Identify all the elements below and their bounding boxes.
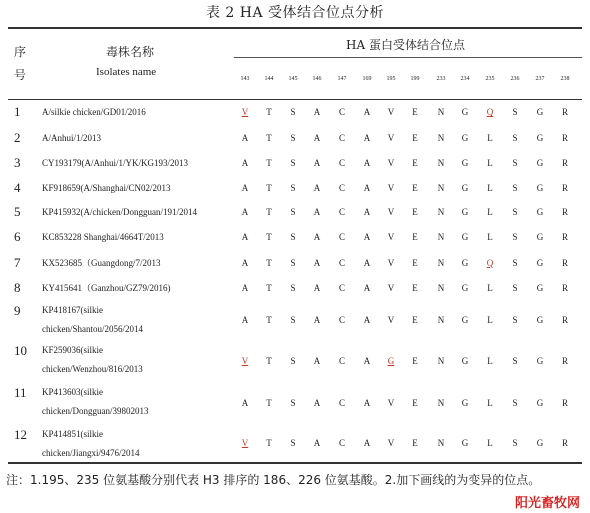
amino-acid-cell: A <box>241 207 249 217</box>
row-number: 2 <box>14 129 21 145</box>
amino-acid-cell: L <box>487 437 493 448</box>
row-number: 3 <box>14 154 21 170</box>
amino-acid-cell: T <box>266 315 272 325</box>
isolate-name-line: A/Anhui/1/2013 <box>42 132 102 143</box>
amino-acid-cell: L <box>487 232 493 242</box>
amino-acid-cell: C <box>338 132 345 143</box>
amino-acid-cell: R <box>561 107 568 117</box>
amino-acid-cell: G <box>536 398 544 408</box>
amino-acid-cell: T <box>266 356 272 366</box>
amino-acid-cell: A <box>313 257 321 268</box>
amino-acid-cell: S <box>290 157 296 168</box>
amino-acid-cell: S <box>512 157 518 168</box>
amino-acid-cell: C <box>338 107 345 117</box>
amino-acid-cell: A <box>363 315 371 325</box>
bottom-rule <box>8 462 582 464</box>
table-title: 表 2 HA 受体结合位点分析 <box>205 5 385 21</box>
position-label: 144 <box>264 76 274 82</box>
amino-acid-cell: S <box>290 232 296 242</box>
position-label: 147 <box>337 76 347 82</box>
amino-acid-cell: G <box>461 257 469 268</box>
isolate-name-line: KY415641（Ganzhou/GZ79/2016) <box>42 282 171 293</box>
isolate-name-line: CY193179(A/Anhui/1/YK/KG193/2013 <box>42 157 188 168</box>
table-footnote: 注：1.195、235 位氨基酸分别代表 H3 排序的 186、226 位氨基酸。2.加下画线的为变异的位点。 <box>6 473 541 487</box>
amino-acid-cell: S <box>512 257 518 268</box>
isolate-name <box>42 154 188 173</box>
amino-acid-cell: E <box>412 257 418 268</box>
isolate-name <box>42 279 170 298</box>
amino-acid-cell: S <box>512 107 518 117</box>
amino-acid-cell: G <box>536 157 544 168</box>
amino-acid-cell: S <box>290 132 296 143</box>
amino-acid-cell: T <box>266 282 272 293</box>
position-label: 234 <box>460 76 470 82</box>
amino-acid-cell: L <box>487 132 493 143</box>
amino-acid-cell: V <box>387 207 395 217</box>
position-label: 237 <box>535 76 545 82</box>
amino-acid-cell: S <box>290 257 296 268</box>
amino-acid-cell: G <box>536 207 544 217</box>
amino-acid-cell: G <box>536 232 544 242</box>
position-label: 169 <box>362 76 372 82</box>
amino-acid-cell: R <box>561 356 568 366</box>
table-row <box>0 201 590 225</box>
row-number: 12 <box>14 427 27 442</box>
isolate-name <box>42 383 148 421</box>
top-rule <box>8 27 582 29</box>
amino-acid-cell: A <box>241 398 249 408</box>
amino-acid-cell: E <box>412 232 418 242</box>
table-row <box>0 225 590 251</box>
isolate-name <box>42 254 161 273</box>
row-number: 9 <box>14 303 21 318</box>
amino-acid-cell: G <box>461 315 469 325</box>
amino-acid-cell: A <box>313 207 321 217</box>
table-row <box>0 341 590 383</box>
amino-acid-cell: S <box>512 182 518 193</box>
amino-acid-cell: A <box>313 315 321 325</box>
isolate-name <box>42 228 164 247</box>
amino-acid-cell: S <box>512 207 518 217</box>
amino-acid-cell: S <box>512 232 518 242</box>
isolate-name <box>42 341 143 379</box>
amino-acid-cell: S <box>290 315 296 325</box>
amino-acid-cell: T <box>266 398 272 408</box>
isolate-name-line: chicken/Shantou/2056/2014 <box>42 324 143 334</box>
table-row <box>0 126 590 151</box>
amino-acid-cell: A <box>363 157 371 168</box>
isolate-name <box>42 203 197 222</box>
isolate-name-line: KP413603(silkie <box>42 387 104 397</box>
amino-acid-cell: V <box>241 437 249 448</box>
amino-acid-cell: V <box>387 437 395 448</box>
table-row <box>0 276 590 301</box>
amino-acid-cell: L <box>487 182 493 193</box>
isolate-name-line: KP415932(A/chicken/Dongguan/191/2014 <box>42 207 197 217</box>
amino-acid-cell: A <box>363 437 371 448</box>
amino-acid-cell: S <box>290 398 296 408</box>
amino-acid-cell: A <box>313 107 321 117</box>
amino-acid-cell: E <box>412 437 418 448</box>
amino-acid-cell: E <box>412 132 418 143</box>
amino-acid-cell: E <box>412 356 418 366</box>
amino-acid-cell: G <box>461 232 469 242</box>
amino-acid-cell: G <box>536 257 544 268</box>
amino-acid-cell: S <box>290 107 296 117</box>
amino-acid-cell: L <box>487 356 493 366</box>
amino-acid-cell: A <box>241 257 249 268</box>
amino-acid-cell: S <box>512 437 518 448</box>
row-number: 11 <box>14 385 27 400</box>
table-row <box>0 176 590 201</box>
amino-acid-cell: E <box>412 207 418 217</box>
amino-acid-cell: N <box>437 398 445 408</box>
amino-acid-cell: T <box>266 182 272 193</box>
position-label: 233 <box>436 76 446 82</box>
amino-acid-cell: C <box>338 356 345 366</box>
amino-acid-cell: G <box>536 182 544 193</box>
amino-acid-cell: R <box>561 157 568 168</box>
amino-acid-cell: L <box>487 207 493 217</box>
amino-acid-cell: V <box>241 107 249 117</box>
amino-acid-cell: R <box>561 315 568 325</box>
position-label: 236 <box>510 76 520 82</box>
position-label: 145 <box>288 76 298 82</box>
amino-acid-cell: E <box>412 107 418 117</box>
position-label: 195 <box>386 76 396 82</box>
amino-acid-cell: V <box>241 356 249 366</box>
amino-acid-cell: V <box>387 282 395 293</box>
isolate-name <box>42 425 139 463</box>
amino-acid-cell: S <box>512 356 518 366</box>
amino-acid-cell: S <box>512 282 518 293</box>
amino-acid-cell: G <box>461 398 469 408</box>
amino-acid-cell: C <box>338 207 345 217</box>
amino-acid-cell: V <box>387 257 395 268</box>
amino-acid-cell: G <box>387 356 395 366</box>
amino-acid-cell: C <box>338 182 345 193</box>
amino-acid-cell: A <box>363 182 371 193</box>
amino-acid-cell: S <box>290 437 296 448</box>
amino-acid-cell: R <box>561 132 568 143</box>
amino-acid-cell: C <box>338 282 345 293</box>
row-number: 6 <box>14 229 21 244</box>
amino-acid-cell: A <box>241 157 249 168</box>
amino-acid-cell: A <box>363 257 371 268</box>
amino-acid-cell: G <box>536 132 544 143</box>
amino-acid-cell: C <box>338 157 345 168</box>
amino-acid-cell: L <box>487 398 493 408</box>
table-row <box>0 425 590 462</box>
amino-acid-cell: G <box>536 107 544 117</box>
amino-acid-cell: A <box>313 157 321 168</box>
amino-acid-cell: S <box>512 315 518 325</box>
amino-acid-cell: G <box>461 107 469 117</box>
amino-acid-cell: C <box>338 398 345 408</box>
amino-acid-cell: E <box>412 398 418 408</box>
amino-acid-cell: A <box>363 207 371 217</box>
amino-acid-cell: A <box>313 356 321 366</box>
amino-acid-cell: N <box>437 207 445 217</box>
amino-acid-cell: G <box>461 132 469 143</box>
amino-acid-cell: N <box>437 315 445 325</box>
table-row <box>0 151 590 176</box>
amino-acid-cell: A <box>241 182 249 193</box>
amino-acid-cell: A <box>363 282 371 293</box>
amino-acid-cell: V <box>387 398 395 408</box>
amino-acid-cell: G <box>536 315 544 325</box>
amino-acid-cell: N <box>437 107 445 117</box>
amino-acid-cell: V <box>387 132 395 143</box>
isolate-name-line: KF918659(A/Shanghai/CN02/2013 <box>42 182 171 193</box>
amino-acid-cell: G <box>461 356 469 366</box>
position-label: 235 <box>485 76 495 82</box>
amino-acid-cell: N <box>437 437 445 448</box>
amino-acid-cell: A <box>363 132 371 143</box>
amino-acid-cell: N <box>437 257 445 268</box>
header-strain-en: Isolates name <box>96 66 157 78</box>
amino-acid-cell: A <box>313 437 321 448</box>
watermark: 阳光畜牧网 <box>513 492 582 511</box>
row-number: 8 <box>14 279 21 295</box>
table-row <box>0 251 590 276</box>
amino-acid-cell: T <box>266 157 272 168</box>
header-seq: 序 <box>14 45 27 59</box>
amino-acid-cell: G <box>536 282 544 293</box>
amino-acid-cell: S <box>512 398 518 408</box>
amino-acid-cell: Q <box>486 107 494 117</box>
amino-acid-cell: E <box>412 282 418 293</box>
isolate-name-line: chicken/Wenzhou/816/2013 <box>42 364 143 374</box>
amino-acid-cell: S <box>290 356 296 366</box>
amino-acid-cell: A <box>363 232 371 242</box>
table-row <box>0 383 590 425</box>
amino-acid-cell: E <box>412 182 418 193</box>
amino-acid-cell: R <box>561 182 568 193</box>
isolate-name-line: KP414851(silkie <box>42 429 104 439</box>
row-number: 4 <box>14 179 21 195</box>
amino-acid-cell: G <box>536 437 544 448</box>
amino-acid-cell: C <box>338 437 345 448</box>
isolate-name <box>42 103 146 122</box>
isolate-name-line: KC853228 Shanghai/4664T/2013 <box>42 232 164 242</box>
row-number: 1 <box>14 104 21 119</box>
amino-acid-cell: N <box>437 132 445 143</box>
amino-acid-cell: N <box>437 282 445 293</box>
amino-acid-cell: G <box>461 157 469 168</box>
amino-acid-cell: E <box>412 315 418 325</box>
amino-acid-cell: N <box>437 182 445 193</box>
row-number: 10 <box>14 343 27 358</box>
position-label: 199 <box>410 76 420 82</box>
amino-acid-cell: A <box>241 315 249 325</box>
table-row <box>0 100 590 126</box>
amino-acid-cell: C <box>338 257 345 268</box>
amino-acid-cell: Q <box>486 257 494 268</box>
isolate-name-line: chicken/Jiangxi/9476/2014 <box>42 448 140 458</box>
amino-acid-cell: E <box>412 157 418 168</box>
amino-acid-cell: A <box>363 356 371 366</box>
amino-acid-cell: A <box>363 398 371 408</box>
position-label: 146 <box>312 76 322 82</box>
isolate-name-line: A/silkie chicken/GD01/2016 <box>42 107 146 117</box>
amino-acid-cell: T <box>266 437 272 448</box>
amino-acid-cell: A <box>241 132 249 143</box>
amino-acid-cell: G <box>461 282 469 293</box>
amino-acid-cell: A <box>313 398 321 408</box>
amino-acid-cell: R <box>561 437 568 448</box>
amino-acid-cell: A <box>241 232 249 242</box>
amino-acid-cell: R <box>561 398 568 408</box>
amino-acid-cell: G <box>461 182 469 193</box>
position-label: 143 <box>240 76 250 82</box>
sites-subrule <box>234 57 582 58</box>
isolate-name <box>42 179 171 198</box>
amino-acid-cell: N <box>437 356 445 366</box>
amino-acid-cell: L <box>487 282 493 293</box>
amino-acid-cell: S <box>290 207 296 217</box>
amino-acid-cell: A <box>313 282 321 293</box>
amino-acid-cell: T <box>266 257 272 268</box>
amino-acid-cell: R <box>561 282 568 293</box>
amino-acid-cell: G <box>536 356 544 366</box>
isolate-name-line: KX523685（Guangdong/7/2013 <box>42 257 161 268</box>
amino-acid-cell: G <box>461 437 469 448</box>
isolate-name <box>42 301 143 339</box>
header-num: 号 <box>14 68 27 82</box>
amino-acid-cell: V <box>387 157 395 168</box>
amino-acid-cell: A <box>313 232 321 242</box>
amino-acid-cell: C <box>338 315 345 325</box>
amino-acid-cell: T <box>266 132 272 143</box>
amino-acid-cell: S <box>290 182 296 193</box>
amino-acid-cell: L <box>487 157 493 168</box>
amino-acid-cell: V <box>387 107 395 117</box>
amino-acid-cell: V <box>387 315 395 325</box>
amino-acid-cell: A <box>241 282 249 293</box>
amino-acid-cell: L <box>487 315 493 325</box>
amino-acid-cell: V <box>387 182 395 193</box>
amino-acid-cell: R <box>561 207 568 217</box>
amino-acid-cell: A <box>313 132 321 143</box>
amino-acid-cell: S <box>512 132 518 143</box>
amino-acid-cell: C <box>338 232 345 242</box>
amino-acid-cell: N <box>437 232 445 242</box>
isolate-name-line: KF259036(silkie <box>42 345 104 355</box>
position-label: 238 <box>560 76 570 82</box>
amino-acid-cell: V <box>387 232 395 242</box>
row-number: 7 <box>14 254 21 270</box>
amino-acid-cell: A <box>313 182 321 193</box>
amino-acid-cell: R <box>561 257 568 268</box>
header-strain-cn: 毒株名称 <box>106 45 155 59</box>
table-row <box>0 301 590 341</box>
amino-acid-cell: G <box>461 207 469 217</box>
amino-acid-cell: T <box>266 232 272 242</box>
amino-acid-cell: S <box>290 282 296 293</box>
isolate-name-line: KP418167(silkie <box>42 305 104 315</box>
amino-acid-cell: A <box>363 107 371 117</box>
amino-acid-cell: T <box>266 107 272 117</box>
row-number: 5 <box>14 204 21 219</box>
amino-acid-cell: R <box>561 232 568 242</box>
isolate-name <box>42 129 101 148</box>
isolate-name-line: chicken/Dongguan/39802013 <box>42 406 149 416</box>
amino-acid-cell: N <box>437 157 445 168</box>
header-sites: HA 蛋白受体结合位点 <box>346 38 465 52</box>
amino-acid-cell: T <box>266 207 272 217</box>
